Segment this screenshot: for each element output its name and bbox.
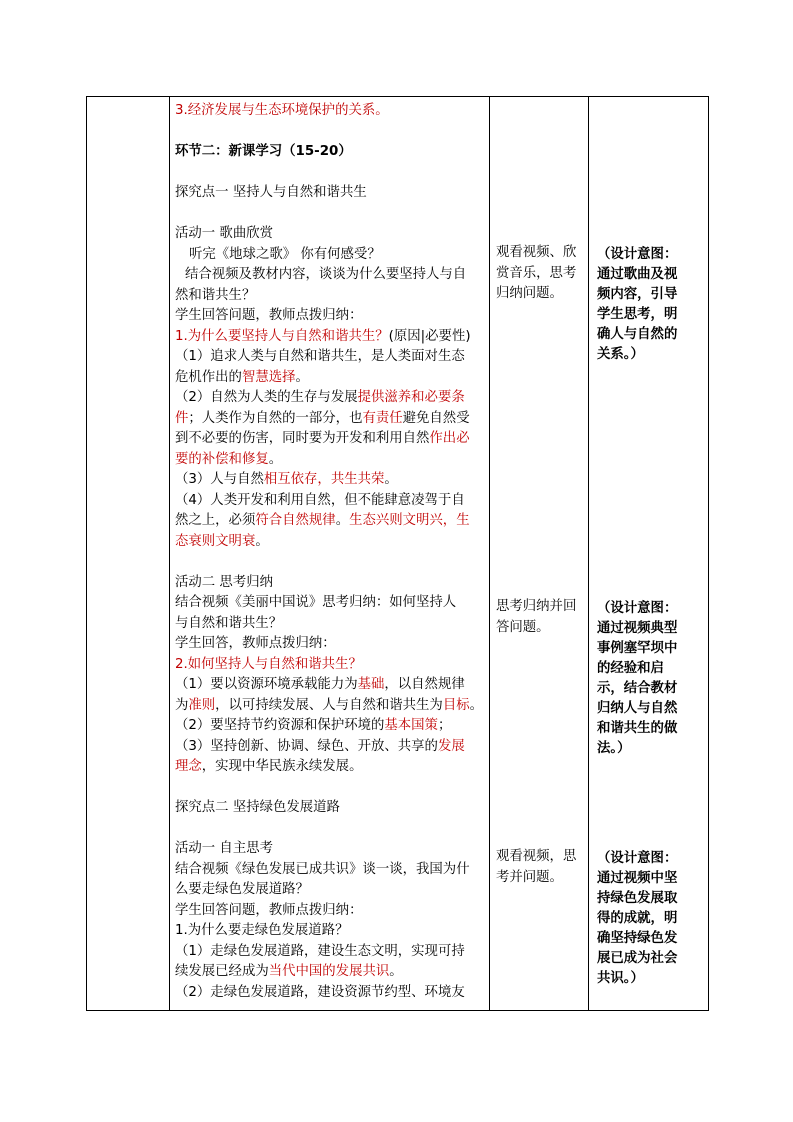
text-run: ，以可持续发展、人与自然和谐共生为 [215, 697, 443, 713]
activity-3-question-1: 结合视频《绿色发展已成共识》谈一谈，我国为什 [175, 861, 470, 877]
intent-line: 事例塞罕坝中 [597, 640, 678, 656]
text-run: 。 [255, 533, 269, 549]
intent-line: 通过视频中坚 [597, 870, 678, 886]
reason-2-line-2 [175, 409, 486, 430]
intent-line: 的经验和启 [597, 660, 664, 676]
text-run: 。 [268, 451, 283, 467]
activity-2-guide: 学生回答，教师点拨归纳： [175, 636, 336, 651]
activity-2-title: 活动二 思考归纳 [175, 574, 273, 590]
activity-line: 观看视频，思 [496, 849, 577, 864]
intent-line: 通过视频典型 [597, 620, 678, 636]
green-2-line-1: （2）走绿色发展道路，建设资源节约型、环境友 [175, 984, 465, 1000]
intent-line: （设计意图： [597, 246, 678, 262]
intent-line: 法。） [597, 740, 631, 756]
design-intent-3 [597, 848, 703, 988]
activity-line: 考并问题。 [496, 869, 563, 885]
text-run: ；人类作为自然的一部分，也 [188, 410, 363, 426]
intent-line: 归纳人与自然 [597, 700, 678, 716]
intent-line: 频内容，引导 [597, 286, 678, 302]
green-1-line-2 [175, 962, 486, 983]
highlight-run: 提供滋养和必要条 [357, 390, 465, 405]
activity-1-question-2b: 然和谐共生？ [175, 287, 256, 303]
activity-1-title: 活动一 歌曲欣赏 [175, 226, 273, 241]
green-heading: 1.为什么要走绿色发展道路？ [175, 923, 349, 938]
method-3-line-1 [175, 737, 486, 758]
activity-3-guide: 学生回答问题，教师点拨归纳： [175, 902, 363, 918]
reason-2-line-1 [175, 388, 486, 409]
explore-point-1-title: 探究点一 坚持人与自然和谐共生 [175, 185, 367, 200]
intent-line: 通过歌曲及视 [597, 266, 678, 282]
text-run: （3）人与自然 [175, 472, 264, 487]
reason-heading-text: 1.为什么要坚持人与自然和谐共生？ [175, 328, 389, 344]
highlight-run: 符合自然规律 [255, 513, 336, 528]
text-run: 。 [295, 369, 309, 385]
text-run: ，实现中华民族永续发展。 [201, 759, 363, 774]
intent-line: 得的成就，明 [597, 910, 678, 926]
intent-line: 确人与自然的 [597, 326, 678, 342]
text-run: 。 [389, 964, 403, 979]
highlight-run: 件 [175, 410, 189, 426]
text-run: 然之上，必须 [175, 513, 256, 528]
intent-line: 持绿色发展取 [597, 890, 678, 906]
activity-line: 答问题。 [496, 619, 550, 635]
activity-1-guide: 学生回答问题，教师点拨归纳： [175, 308, 363, 323]
reason-heading-note: (原因|必要性) [388, 328, 471, 344]
design-intent-2 [597, 598, 703, 758]
text-run: 。 [384, 472, 398, 487]
method-heading: 2.如何坚持人与自然和谐共生？ [175, 656, 362, 672]
intent-line: 和谐共生的做 [597, 720, 678, 736]
highlight-run: 准则 [188, 697, 216, 713]
text-run: （1）要以资源环境承载能力为 [175, 677, 358, 692]
intent-line: 关系。） [597, 346, 644, 362]
highlight-run: 理念 [175, 759, 202, 774]
intent-line: 确坚持绿色发 [597, 930, 678, 946]
reason-4-line-2 [175, 511, 486, 532]
activity-2-question-1: 结合视频《美丽中国说》思考归纳：如何坚持人 [175, 595, 457, 610]
highlight-run: 生态兴则文明兴，生 [349, 513, 470, 528]
activity-line: 思考归纳并回 [496, 599, 577, 614]
activity-2-question-2: 与自然和谐共生？ [175, 615, 283, 631]
highlight-run: 有责任 [362, 410, 403, 426]
activity-line: 赏音乐，思考 [496, 265, 577, 281]
highlight-run: 作出必 [429, 431, 470, 446]
text-run: （2）自然为人类的生存与发展 [175, 390, 358, 405]
text-run: 为 [175, 697, 189, 713]
highlight-run: 发展 [437, 738, 465, 754]
reason-heading [175, 327, 486, 348]
intent-line: 共识。） [597, 970, 644, 986]
highlight-run: 当代中国的发展共识 [268, 964, 390, 979]
text-run: 危机作出的 [175, 369, 242, 385]
method-1-line-1 [175, 675, 486, 696]
text-run: 。 [335, 513, 350, 528]
student-activity-2 [496, 597, 588, 638]
text-run: 续发展已经成为 [175, 964, 269, 979]
section-heading: 环节二：新课学习（15-20） [175, 144, 352, 159]
reason-4-line-1: （4）人类开发和利用自然，但不能肆意凌驾于自 [175, 492, 465, 508]
reason-2-line-4 [175, 450, 486, 471]
text-run: （2）要坚持节约资源和保护环境的 [175, 718, 385, 733]
text-run: 避免自然受 [402, 410, 470, 426]
relation-line: 3.经济发展与生态环境保护的关系。 [175, 103, 389, 118]
activity-1-question-2a: 结合视频及教材内容，谈谈为什么要坚持人与自 [185, 267, 467, 282]
activity-3-title: 活动一 自主思考 [175, 841, 273, 856]
teaching-content-cell [170, 97, 490, 1011]
text-run: 。 [469, 697, 483, 713]
highlight-run: 基础 [357, 677, 385, 692]
reason-4-line-3 [175, 532, 486, 553]
highlight-run: 基本国策 [384, 718, 438, 733]
highlight-run: 态衰则文明衰 [175, 533, 256, 549]
highlight-run: 要的补偿和修复 [175, 451, 269, 467]
method-3-line-2 [175, 757, 486, 778]
activity-line: 归纳问题。 [496, 286, 563, 301]
method-2-line [175, 716, 486, 737]
text-run: （3）坚持创新、协调、绿色、开放、共享的 [175, 738, 438, 754]
student-activity-3 [496, 847, 588, 888]
intent-line: 展已成为社会 [597, 950, 678, 966]
text-run: ； [437, 718, 452, 733]
reason-1-line-2 [175, 368, 486, 389]
reason-3-line [175, 470, 486, 491]
explore-point-2-title: 探究点二 坚持绿色发展道路 [175, 800, 340, 815]
stage-column-cell [87, 97, 170, 1011]
highlight-run: 目标 [442, 697, 470, 713]
intent-line: 示，结合教材 [597, 680, 678, 696]
highlight-run: 智慧选择 [241, 369, 296, 385]
intent-line: 学生思考，明 [597, 306, 678, 322]
text-run: 到不必要的伤害，同时要为开发和利用自然 [175, 431, 430, 446]
activity-line: 观看视频、欣 [496, 245, 577, 260]
intent-line: （设计意图： [597, 850, 678, 866]
highlight-run: 相互依存，共生共荣 [263, 472, 385, 487]
reason-2-line-3 [175, 429, 486, 450]
activity-1-question-1: 听完《地球之歌》 你有何感受？ [189, 246, 381, 262]
activity-3-question-2: 么要走绿色发展道路？ [175, 882, 309, 897]
reason-1-line-1: （1）追求人类与自然和谐共生，是人类面对生态 [175, 349, 465, 364]
green-1-line-1: （1）走绿色发展道路，建设生态文明，实现可持 [175, 943, 465, 959]
text-run: ，以自然规律 [384, 677, 465, 692]
student-activity-1 [496, 243, 588, 305]
method-1-line-2 [175, 696, 486, 717]
intent-line: （设计意图： [597, 600, 678, 616]
design-intent-1 [597, 244, 703, 364]
